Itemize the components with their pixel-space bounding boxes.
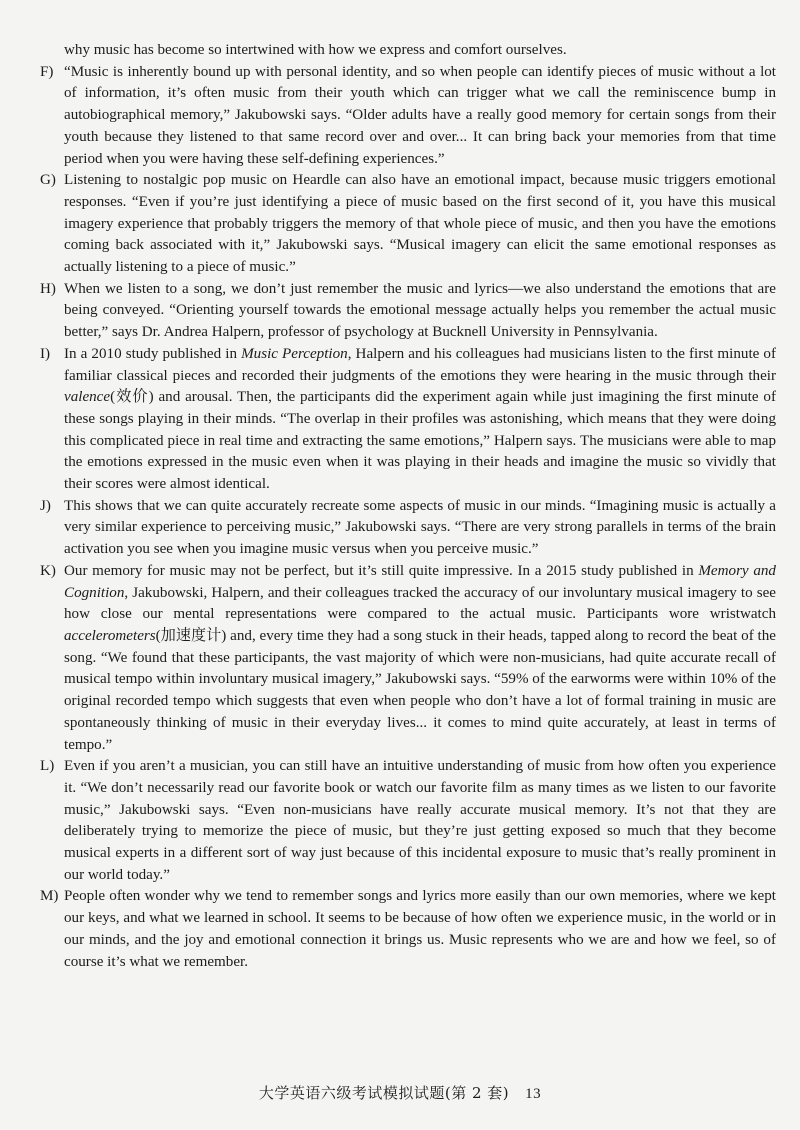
paragraph-continuation — [64, 40, 776, 62]
italic-term: Memory and Cognition — [64, 562, 776, 601]
italic-term: Music Perception — [241, 345, 348, 362]
paragraph-letter: L) — [40, 758, 55, 775]
paragraph-g — [40, 170, 776, 279]
paragraph-text: This shows that we can quite accurately recreate some aspects of music in our minds. “Imagining music is actually a very similar experience to perceiving music,” Jakubowski says. “There are very strong parallels in terms of the brain activation you see when you imagine music versus when you perceive music.” — [64, 497, 776, 558]
paragraph-f — [40, 62, 776, 171]
paragraph-text: , Halpern and his colleagues had musicians listen to the first minute of familiar classical pieces and recorded their judgments of the emotions they were hearing in the music through their — [64, 345, 776, 384]
paragraph-text: “Music is inherently bound up with personal identity, and so when people can identify pieces of music without a lot of information, it’s often music from their youth which can trigger what we call the reminiscence bump in autobiographical memory,” Jakubowski says. “Older adults have a really good memory for certain songs from their youth because they listened to that same record over and over... It can bring back your memories from that time period when you were having these self-defining experiences.” — [64, 63, 776, 167]
paragraph-text: In a 2010 study published in — [64, 345, 242, 362]
passage-body — [40, 40, 776, 973]
paragraph-j — [40, 496, 776, 561]
paragraph-text: (效价) and arousal. Then, the participants did the experiment again while just imagining the first minute of these songs playing in their minds. “The overlap in their profiles was astonishing, which means that they were doing this complicated piece in real time and extracting the same emotions,” Halpern says. The musicians were able to map the emotions expressed in the music even when it was playing in their heads and imagine the music so vividly that their scores were almost identical. — [64, 389, 776, 493]
paragraph-h — [40, 279, 776, 344]
paragraph-text: why music has become so intertwined with how we express and comfort ourselves. — [64, 42, 567, 58]
footer-title: 大学英语六级考试模拟试题(第 2 套) — [258, 1084, 510, 1102]
paragraph-text: Listening to nostalgic pop music on Heardle can also have an emotional impact, because music triggers emotional responses. “Even if you’re just identifying a piece of music based on the first second of it, you have this musical imagery experience that probably triggers the memory of that whole piece of music, and then you have the emotions coming back associated with it,” Jakubowski says. “Musical imagery can elicit the same emotional responses as actually listening to a piece of music.” — [64, 172, 776, 276]
paragraph-i — [40, 344, 776, 496]
paragraph-l — [40, 756, 776, 886]
italic-term: accelerometers — [64, 627, 156, 644]
paragraph-k — [40, 561, 776, 756]
paragraph-m — [40, 886, 776, 973]
paragraph-letter: J) — [40, 497, 51, 514]
paragraph-letter: I) — [40, 345, 51, 362]
paragraph-text: , Jakubowski, Halpern, and their colleagues tracked the accuracy of our involuntary musical imagery to see how close our mental representations were compared to the actual music. Participants wore wristwatch — [64, 584, 776, 623]
paragraph-letter: M) — [40, 888, 59, 905]
paragraph-letter: H) — [40, 280, 56, 297]
paragraph-text: People often wonder why we tend to remember songs and lyrics more easily than our own memories, where we kept our keys, and what we learned in school. It seems to be because of how often we experience music, in the world or in our minds, and the joy and emotional connection it brings us. Music represents who we are and how we feel, so of course it’s what we remember. — [64, 888, 776, 970]
page-footer — [0, 1082, 800, 1103]
italic-term: valence — [64, 389, 111, 406]
paragraph-text: When we listen to a song, we don’t just remember the music and lyrics—we also understand the emotions that are being conveyed. “Orienting yourself towards the emotional message actually helps you remember the actual music better,” says Dr. Andrea Halpern, professor of psychology at Bucknell University in Pennsylvania. — [64, 280, 776, 341]
paragraph-letter: K) — [40, 562, 56, 579]
paragraph-letter: G) — [40, 172, 56, 189]
paragraph-text: Even if you aren’t a musician, you can still have an intuitive understanding of music from how often you experience it. “We don’t necessarily read our favorite book or watch our favorite film as many times as we listen to our favorite music,” Jakubowski says. “Even non-musicians have really accurate musical memory. It’s not that they are deliberately trying to memorize the piece of music, but they’re just getting exposed so much that they become musical experts in a different sort of way just because of this incidental exposure to music that’s really prominent in our world today.” — [64, 758, 776, 883]
paragraph-letter: F) — [40, 63, 54, 80]
paragraph-text: Our memory for music may not be perfect, but it’s still quite impressive. In a 2015 study published in — [64, 562, 699, 579]
paragraph-text: (加速度计) and, every time they had a song stuck in their heads, tapped along to record the beat of the song. “We found that these participants, the vast majority of which were non-musicians, had quite accurate recall of musical tempo within involuntary musical imagery,” Jakubowski says. “59% of the earworms were within 10% of the original recorded tempo which suggests that even when people who don’t have a lot of formal training in music are spontaneously thinking of music in their everyday lives... it comes to mind quite accurately, at least in terms of tempo.” — [64, 627, 776, 753]
page-number: 13 — [525, 1086, 542, 1102]
